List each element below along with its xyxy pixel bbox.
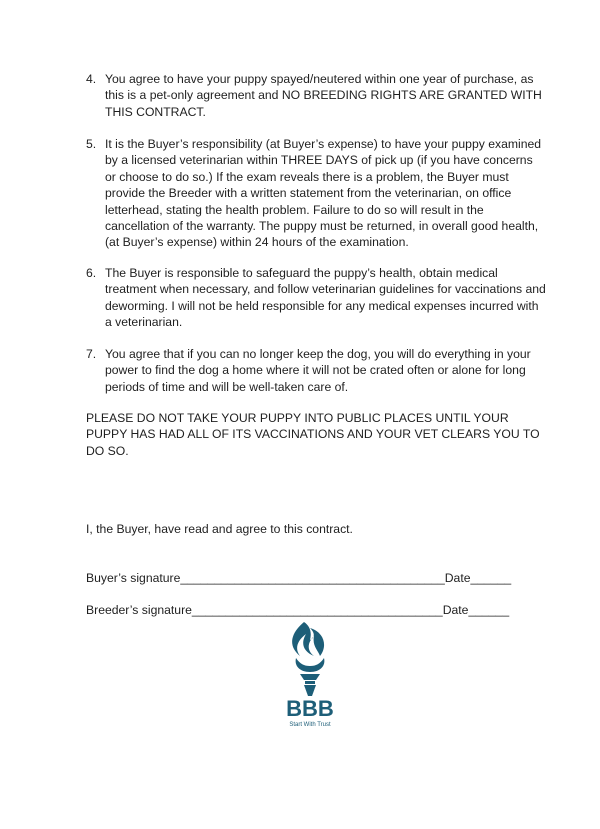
- clause-7: [86, 346, 546, 395]
- agreement-statement: I, the Buyer, have read and agree to this contract.: [86, 522, 353, 536]
- clause-number: 6.: [86, 266, 97, 280]
- clause-number: 4.: [86, 72, 97, 86]
- clause-5: [86, 136, 546, 251]
- breeder-signature-line: Breeder’s signature_____________________________________Date______: [86, 603, 510, 617]
- bbb-logo: [270, 620, 350, 730]
- bbb-acronym: BBB: [286, 696, 334, 721]
- clause-6: [86, 265, 546, 331]
- clause-number: 7.: [86, 347, 97, 361]
- clause-number: 5.: [86, 137, 97, 151]
- bbb-torch-icon: [270, 620, 350, 730]
- buyer-signature-line: Buyer’s signature_______________________________________Date______: [86, 571, 512, 585]
- clause-text: You agree to have your puppy spayed/neutered within one year of purchase, as this is a pet-only agreement and NO BREEDING RIGHTS ARE GRANTED WITH THIS CONTRACT.: [105, 72, 542, 119]
- clause-text: It is the Buyer’s responsibility (at Buyer’s expense) to have your puppy examined by a licensed veterinarian within THREE DAYS of pick up (if you have concerns or choose to do so.) If the exam reveals there is a problem, the Buyer must provide the Breeder with a written statement from the veterinarian, on office letterhead, stating the health problem. Failure to do so will result in the cancellation of the warranty. The puppy must be returned, in overall good health, (at Buyer’s expense) within 24 hours of the examination.: [105, 137, 542, 250]
- bbb-tagline: Start With Trust: [289, 722, 331, 728]
- clause-4: [86, 71, 546, 120]
- vaccination-warning: PLEASE DO NOT TAKE YOUR PUPPY INTO PUBLIC PLACES UNTIL YOUR PUPPY HAS HAD ALL OF ITS VACCINATIONS AND YOUR VET CLEARS YOU TO DO SO.: [86, 411, 540, 458]
- clause-text: You agree that if you can no longer keep the dog, you will do everything in your power to find the dog a home where it will not be crated often or alone for long periods of time and will be well-taken care of.: [105, 347, 531, 394]
- clause-text: The Buyer is responsible to safeguard the puppy’s health, obtain medical treatment when necessary, and follow veterinarian guidelines for vaccinations and deworming. I will not be held responsible for any medical expenses incurred with a veterinarian.: [105, 266, 546, 330]
